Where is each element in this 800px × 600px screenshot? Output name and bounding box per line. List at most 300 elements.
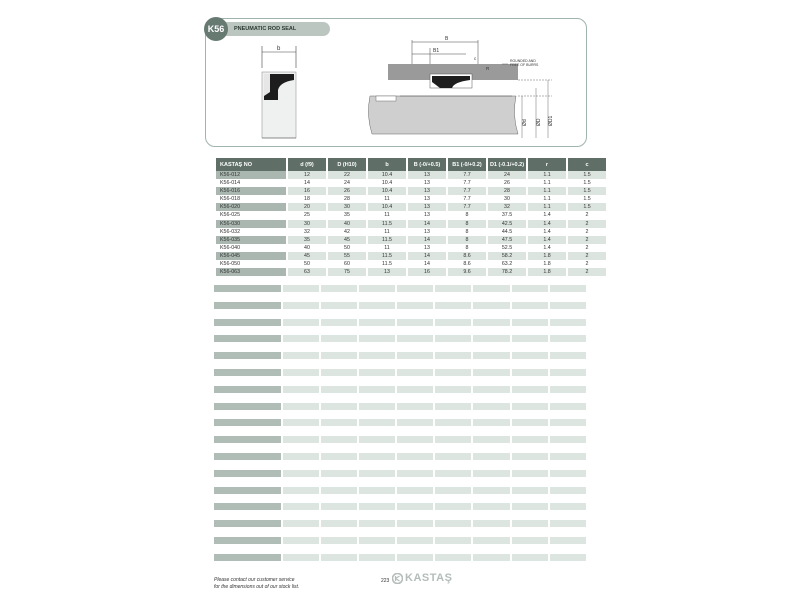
value-cell: 1.5 [583,196,591,203]
value-cell: 1.1 [543,180,551,187]
blank-cell [435,419,471,426]
value-cell: 1.5 [568,187,606,195]
blank-cell [283,285,319,292]
value-cell: 24 [344,180,350,187]
value-cell: 11 [384,196,390,203]
value-cell: 28 [344,196,350,203]
value-cell: 16 [408,268,446,276]
blank-cell [359,503,395,510]
value-cell: 2 [585,228,589,235]
footer-note-line-2: for the dimensions out of our stock list. [214,583,300,590]
table-row [216,252,606,260]
blank-cell [359,352,395,359]
blank-cell [283,453,319,460]
value-cell: 26 [328,187,366,195]
value-cell: 10.4 [368,187,406,195]
blank-cell [435,487,471,494]
blank-cell [359,319,395,326]
blank-cell [473,554,509,561]
value-cell: 1.4 [543,212,551,219]
blank-cell [214,352,281,359]
value-cell: 14 [304,180,310,187]
value-cell: 2 [568,268,606,276]
blank-table-rows [214,285,586,571]
blank-cell [473,419,509,426]
blank-cell [550,554,586,561]
blank-cell [473,470,509,477]
value-cell: 11.5 [368,236,406,244]
blank-cell [512,369,548,376]
table-row [216,268,606,276]
blank-cell [512,386,548,393]
value-cell: 55 [328,252,366,260]
blank-cell [214,453,281,460]
product-code: K56 [207,24,225,34]
blank-row [214,503,586,510]
technical-drawing [240,30,585,142]
blank-cell [397,537,433,544]
dim-B1-label: B1 [433,48,440,54]
blank-cell [435,470,471,477]
table-row [216,171,606,179]
value-cell: 40 [328,220,366,228]
blank-cell [435,403,471,410]
value-cell: 30 [504,196,510,203]
footer-note-line-1: Please contact our customer service [214,577,295,583]
value-cell: 8 [465,244,469,251]
value-cell: 26 [504,180,510,187]
blank-cell [321,386,357,393]
value-cell: 42 [344,228,350,235]
blank-row [214,302,586,309]
value-cell: 1.5 [583,180,591,187]
blank-cell [283,352,319,359]
value-cell: 32 [488,203,526,211]
dim-c-label: c [474,56,477,61]
value-cell: 35 [344,212,350,219]
blank-cell [359,335,395,342]
blank-cell [473,436,509,443]
blank-cell [550,520,586,527]
blank-row [214,537,586,544]
blank-cell [473,520,509,527]
value-cell: 2 [585,261,589,268]
part-number-cell: K56-050 [220,261,241,268]
table-row [216,220,606,228]
blank-cell [512,487,548,494]
value-cell: 40 [304,244,310,251]
value-cell: 1.8 [528,252,566,260]
value-cell: 12 [288,171,326,179]
dim-b-label: b [277,46,281,52]
blank-row [214,335,586,342]
blank-row [214,436,586,443]
value-cell: 60 [344,261,350,268]
blank-cell [283,537,319,544]
blank-cell [214,369,281,376]
blank-cell [512,419,548,426]
blank-cell [214,554,281,561]
brand-logo [392,572,452,584]
blank-cell [214,470,281,477]
value-cell: 11.5 [368,252,406,260]
value-cell: 75 [328,268,366,276]
blank-cell [550,487,586,494]
part-number-cell: K56-020 [216,203,286,211]
blank-cell [283,487,319,494]
blank-cell [321,487,357,494]
table-row [216,195,606,203]
part-number-cell: K56-016 [216,187,286,195]
blank-cell [397,285,433,292]
value-cell: 11 [384,244,390,251]
table-header-row [216,158,606,171]
blank-cell [321,503,357,510]
dim-D1-label: ØD1 [548,115,554,126]
blank-cell [435,554,471,561]
blank-cell [214,537,281,544]
blank-cell [359,436,395,443]
blank-cell [473,285,509,292]
blank-cell [214,386,281,393]
blank-cell [473,487,509,494]
blank-cell [435,302,471,309]
blank-cell [550,436,586,443]
blank-cell [512,554,548,561]
blank-row [214,487,586,494]
blank-cell [550,403,586,410]
brand-name: KASTAŞ [405,572,453,584]
blank-cell [550,470,586,477]
blank-cell [214,403,281,410]
value-cell: 63 [288,268,326,276]
value-cell: 50 [344,244,350,251]
part-number-cell: K56-012 [216,171,286,179]
blank-cell [435,520,471,527]
blank-cell [321,369,357,376]
blank-cell [550,319,586,326]
value-cell: 32 [304,228,310,235]
value-cell: 13 [424,244,430,251]
col-B1: B1 (-0/+0.2) [448,158,486,171]
value-cell: 13 [424,212,430,219]
value-cell: 11.5 [368,220,406,228]
blank-cell [397,503,433,510]
value-cell: 8 [448,236,486,244]
value-cell: 30 [328,203,366,211]
blank-cell [512,470,548,477]
value-cell: 8.6 [463,261,471,268]
part-number-cell: K56-030 [216,220,286,228]
value-cell: 13 [424,196,430,203]
blank-cell [283,503,319,510]
blank-cell [359,419,395,426]
blank-cell [435,352,471,359]
value-cell: 25 [304,212,310,219]
value-cell: 2 [585,212,589,219]
seal-profile [262,46,296,138]
value-cell: 30 [288,220,326,228]
blank-cell [435,369,471,376]
value-cell: 13 [408,171,446,179]
blank-cell [473,369,509,376]
blank-cell [397,436,433,443]
dim-D-label: ØD [536,118,542,126]
blank-cell [512,285,548,292]
value-cell: 8.6 [448,252,486,260]
blank-cell [321,470,357,477]
footer-note [214,577,299,590]
value-cell: 24 [488,171,526,179]
blank-cell [283,520,319,527]
value-cell: 1.1 [543,196,551,203]
blank-cell [283,419,319,426]
blank-cell [397,319,433,326]
blank-cell [512,335,548,342]
value-cell: 16 [288,187,326,195]
blank-cell [214,302,281,309]
value-cell: 1.4 [543,244,551,251]
blank-cell [550,453,586,460]
value-cell: 37.5 [501,212,513,219]
value-cell: 1.4 [528,220,566,228]
blank-cell [321,436,357,443]
value-cell: 42.5 [488,220,526,228]
blank-cell [283,319,319,326]
blank-row [214,453,586,460]
blank-cell [359,537,395,544]
page-title: PNEUMATIC ROD SEAL [234,26,297,32]
blank-cell [397,520,433,527]
value-cell: 11 [384,212,390,219]
blank-cell [397,335,433,342]
blank-cell [550,335,586,342]
blank-row [214,419,586,426]
blank-cell [512,537,548,544]
blank-cell [359,403,395,410]
blank-row [214,403,586,410]
value-cell: 2 [568,252,606,260]
value-cell: 1.5 [568,171,606,179]
blank-row [214,352,586,359]
blank-cell [435,453,471,460]
table-row [216,211,606,219]
table-row [216,260,606,268]
blank-cell [214,503,281,510]
value-cell: 13 [408,203,446,211]
blank-cell [512,436,548,443]
blank-cell [473,403,509,410]
part-number-cell: K56-063 [216,268,286,276]
table-row [216,244,606,252]
value-cell: 45 [288,252,326,260]
blank-row [214,285,586,292]
blank-cell [473,352,509,359]
blank-cell [397,369,433,376]
value-cell: 7.7 [448,203,486,211]
blank-cell [550,352,586,359]
blank-cell [550,537,586,544]
blank-cell [397,419,433,426]
page-number: 223 [381,578,390,584]
table-row [216,187,606,195]
product-code-badge [204,17,228,41]
value-cell: 10.4 [368,203,406,211]
value-cell: 1.4 [528,236,566,244]
blank-row [214,554,586,561]
blank-cell [397,470,433,477]
value-cell: 7.7 [463,180,471,187]
title-bar [222,22,330,36]
blank-cell [397,302,433,309]
blank-cell [550,285,586,292]
brand-mark-icon [392,573,403,584]
blank-cell [359,520,395,527]
blank-cell [397,487,433,494]
value-cell: 1.1 [528,187,566,195]
value-cell: 1.1 [528,171,566,179]
blank-cell [359,369,395,376]
blank-cell [321,285,357,292]
value-cell: 14 [424,261,430,268]
blank-cell [435,537,471,544]
dim-r-label: R [486,66,490,71]
blank-cell [214,335,281,342]
blank-cell [359,453,395,460]
value-cell: 11.5 [382,261,392,268]
table-row [216,203,606,211]
blank-row [214,386,586,393]
blank-cell [550,369,586,376]
blank-cell [359,470,395,477]
blank-cell [283,302,319,309]
blank-cell [435,335,471,342]
blank-cell [512,453,548,460]
part-number-cell: K56-040 [220,244,241,251]
part-number-cell: K56-014 [220,180,241,187]
blank-cell [321,319,357,326]
value-cell: 18 [304,196,310,203]
blank-cell [435,285,471,292]
value-cell: 13 [424,228,430,235]
dim-d-label: Ød [522,119,528,126]
blank-cell [512,302,548,309]
value-cell: 1.8 [543,261,551,268]
value-cell: 7.7 [448,171,486,179]
value-cell: 14 [408,220,446,228]
value-cell: 58.2 [488,252,526,260]
blank-cell [283,335,319,342]
blank-cell [512,319,548,326]
value-cell: 9.6 [448,268,486,276]
blank-cell [283,554,319,561]
blank-cell [512,403,548,410]
part-number-cell: K56-032 [220,228,241,235]
value-cell: 7.7 [463,196,471,203]
blank-cell [214,419,281,426]
value-cell: 13 [424,180,430,187]
value-cell: 8 [448,220,486,228]
blank-cell [473,503,509,510]
blank-cell [397,352,433,359]
blank-cell [214,436,281,443]
col-D: D (H10) [328,158,366,171]
blank-cell [550,503,586,510]
blank-cell [550,386,586,393]
blank-cell [321,554,357,561]
col-kastas-no: KASTAŞ NO [216,158,286,171]
blank-cell [512,503,548,510]
value-cell: 78.2 [488,268,526,276]
value-cell: 44.5 [501,228,513,235]
blank-cell [550,302,586,309]
part-number-cell: K56-018 [220,196,241,203]
blank-cell [214,285,281,292]
value-cell: 1.8 [528,268,566,276]
blank-cell [359,554,395,561]
value-cell: 20 [288,203,326,211]
col-b: b [368,158,406,171]
blank-cell [283,403,319,410]
value-cell: 50 [304,261,310,268]
blank-cell [473,537,509,544]
value-cell: 47.5 [488,236,526,244]
col-B: B (-0/+0.5) [408,158,446,171]
table-row [216,236,606,244]
part-number-cell: K56-025 [220,212,241,219]
value-cell: 1.4 [543,228,551,235]
blank-cell [473,386,509,393]
value-cell: 2 [568,220,606,228]
value-cell: 22 [328,171,366,179]
blank-cell [473,453,509,460]
blank-row [214,369,586,376]
blank-cell [397,453,433,460]
blank-cell [435,436,471,443]
value-cell: 11 [384,228,390,235]
value-cell: 2 [585,244,589,251]
blank-cell [397,403,433,410]
note-line-2: FREE OF BURRS [510,63,539,67]
blank-row [214,319,586,326]
value-cell: 35 [288,236,326,244]
blank-cell [473,319,509,326]
value-cell: 14 [408,236,446,244]
col-d: d (f9) [288,158,326,171]
blank-cell [214,520,281,527]
blank-cell [435,503,471,510]
value-cell: 2 [568,236,606,244]
blank-cell [283,436,319,443]
dimensions-table [214,158,608,276]
table-row [216,179,606,187]
blank-cell [359,302,395,309]
value-cell: 1.1 [528,203,566,211]
blank-cell [321,302,357,309]
blank-cell [283,369,319,376]
blank-cell [321,537,357,544]
value-cell: 7.7 [448,187,486,195]
dim-B-label: B [445,36,449,42]
blank-cell [283,386,319,393]
blank-cell [359,386,395,393]
blank-cell [473,302,509,309]
value-cell: 45 [328,236,366,244]
value-cell: 10.4 [381,180,393,187]
blank-cell [359,487,395,494]
col-r: r [528,158,566,171]
value-cell: 63.2 [501,261,513,268]
